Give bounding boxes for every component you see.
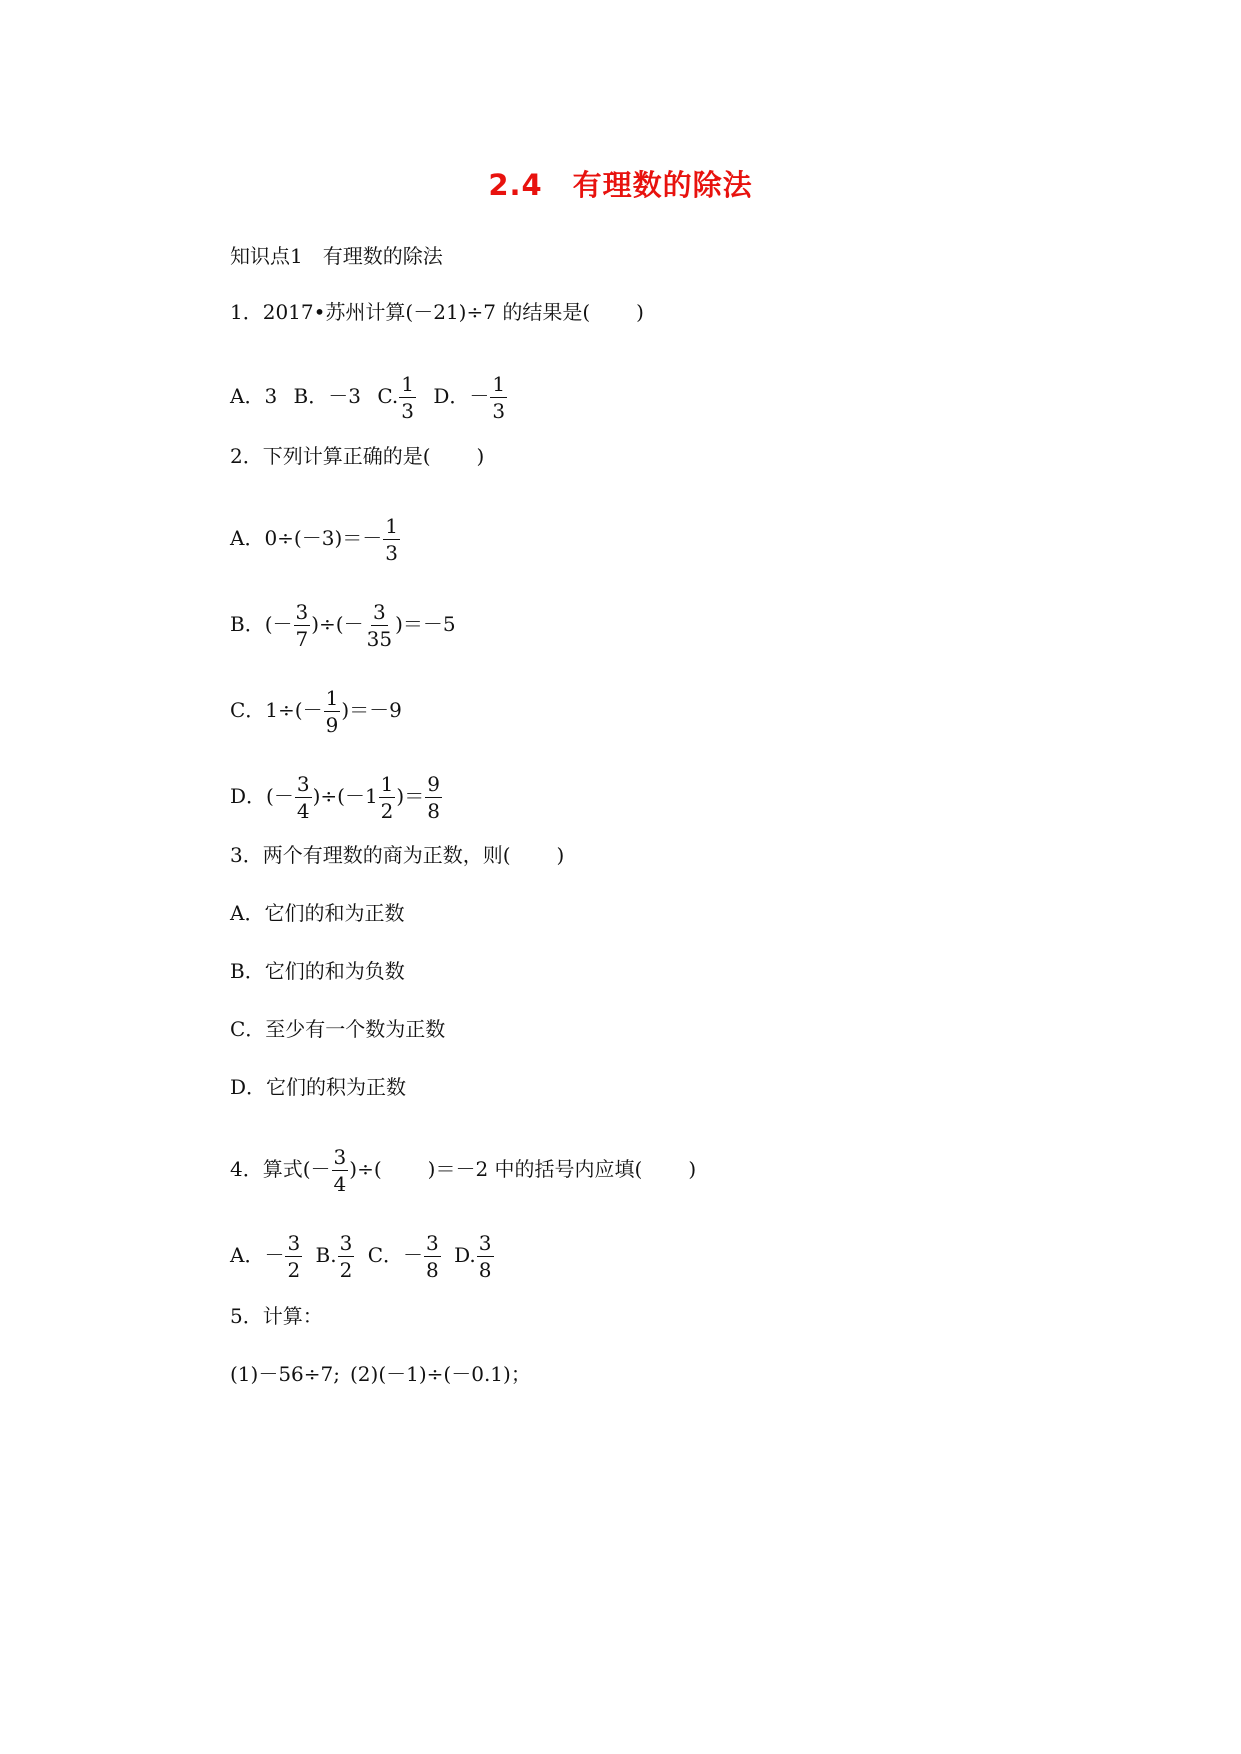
- question-2-stem: [230, 443, 484, 469]
- q2-a-fraction: $\frac{1}{3}$: [385, 514, 398, 565]
- q4-option-a-fraction: $\frac{3}{2}$: [287, 1231, 301, 1282]
- q1-option-d-fraction: $\frac{1}{3}$: [492, 372, 506, 423]
- section-heading: 知识点1 有理数的除法: [230, 244, 443, 268]
- q4-option-c-label: C．－: [367, 1243, 424, 1267]
- q4-option-d-label: D.: [454, 1243, 476, 1267]
- question-1-options: [230, 374, 508, 421]
- q2-b-fraction-2: $\frac{3}{35}$: [366, 600, 393, 651]
- question-4-options: [230, 1233, 495, 1280]
- question-5-stem: 5．计算：: [230, 1304, 323, 1328]
- q1-option-a: A．3: [230, 384, 278, 408]
- q5-part-2: (2)(－1)÷(－0.1)；: [350, 1362, 531, 1386]
- question-4-stem: 4．算式(－ $\frac{3}{4}$ )÷( )＝－2 中的括号内应填( ): [230, 1145, 697, 1196]
- q2-stem-text: 2．下列计算正确的是(: [230, 444, 431, 468]
- q3-stem-close: ): [556, 843, 565, 867]
- q2-option-a: A．0÷(－3)＝－ $\frac{1}{3}$: [230, 514, 398, 565]
- q3-option-a: A．它们的和为正数: [230, 901, 405, 925]
- q2-b-fraction-1: $\frac{3}{7}$: [295, 600, 309, 651]
- q2-option-b: B．(－ $\frac{3}{7}$ )÷(－ $\frac{3}{35}$ )＝－5: [230, 600, 456, 651]
- q3-option-b: B．它们的和为负数: [230, 959, 405, 983]
- q3-option-c: C．至少有一个数为正数: [230, 1017, 446, 1041]
- q1-option-c-fraction: $\frac{1}{3}$: [401, 372, 414, 423]
- q2-d-fraction-2: $\frac{1}{2}$: [380, 772, 394, 823]
- q5-part-1: (1)－56÷7;: [230, 1362, 340, 1386]
- q4-option-a-label: A．－: [230, 1243, 285, 1267]
- q2-d-fraction-1: $\frac{3}{4}$: [296, 772, 310, 823]
- page-title: 2.4 有理数的除法: [488, 168, 753, 202]
- q1-stem-text: 1．2017•苏州计算(－21)÷7 的结果是(: [230, 300, 591, 324]
- q4-option-b-label: B.: [315, 1243, 337, 1267]
- q2-c-fraction: $\frac{1}{9}$: [325, 686, 339, 737]
- q4-option-d-fraction: $\frac{3}{8}$: [478, 1231, 492, 1282]
- q2-option-d: D．(－ $\frac{3}{4}$ )÷(－1 $\frac{1}{2}$ )＝ $\frac{9}{8}$: [230, 772, 440, 823]
- q4-option-c-fraction: $\frac{3}{8}$: [426, 1231, 439, 1282]
- q1-option-d-label: D．－: [433, 384, 490, 408]
- question-1-stem: [230, 299, 644, 325]
- q3-option-d: D．它们的积为正数: [230, 1075, 407, 1099]
- q2-option-c: C．1÷(－ $\frac{1}{9}$ )＝－9: [230, 686, 402, 737]
- q1-option-b: B．－3: [293, 384, 361, 408]
- q1-option-c-label: C.: [377, 384, 399, 408]
- q4-stem-fraction: $\frac{3}{4}$: [333, 1145, 347, 1196]
- q2-stem-close: ): [476, 444, 485, 468]
- q2-d-fraction-3: $\frac{9}{8}$: [427, 772, 440, 823]
- q1-stem-close: ): [636, 300, 644, 324]
- q4-option-b-fraction: $\frac{3}{2}$: [339, 1231, 353, 1282]
- question-5-parts: [230, 1361, 531, 1387]
- question-3-stem: [230, 842, 564, 868]
- q3-stem-text: 3．两个有理数的商为正数，则(: [230, 843, 511, 867]
